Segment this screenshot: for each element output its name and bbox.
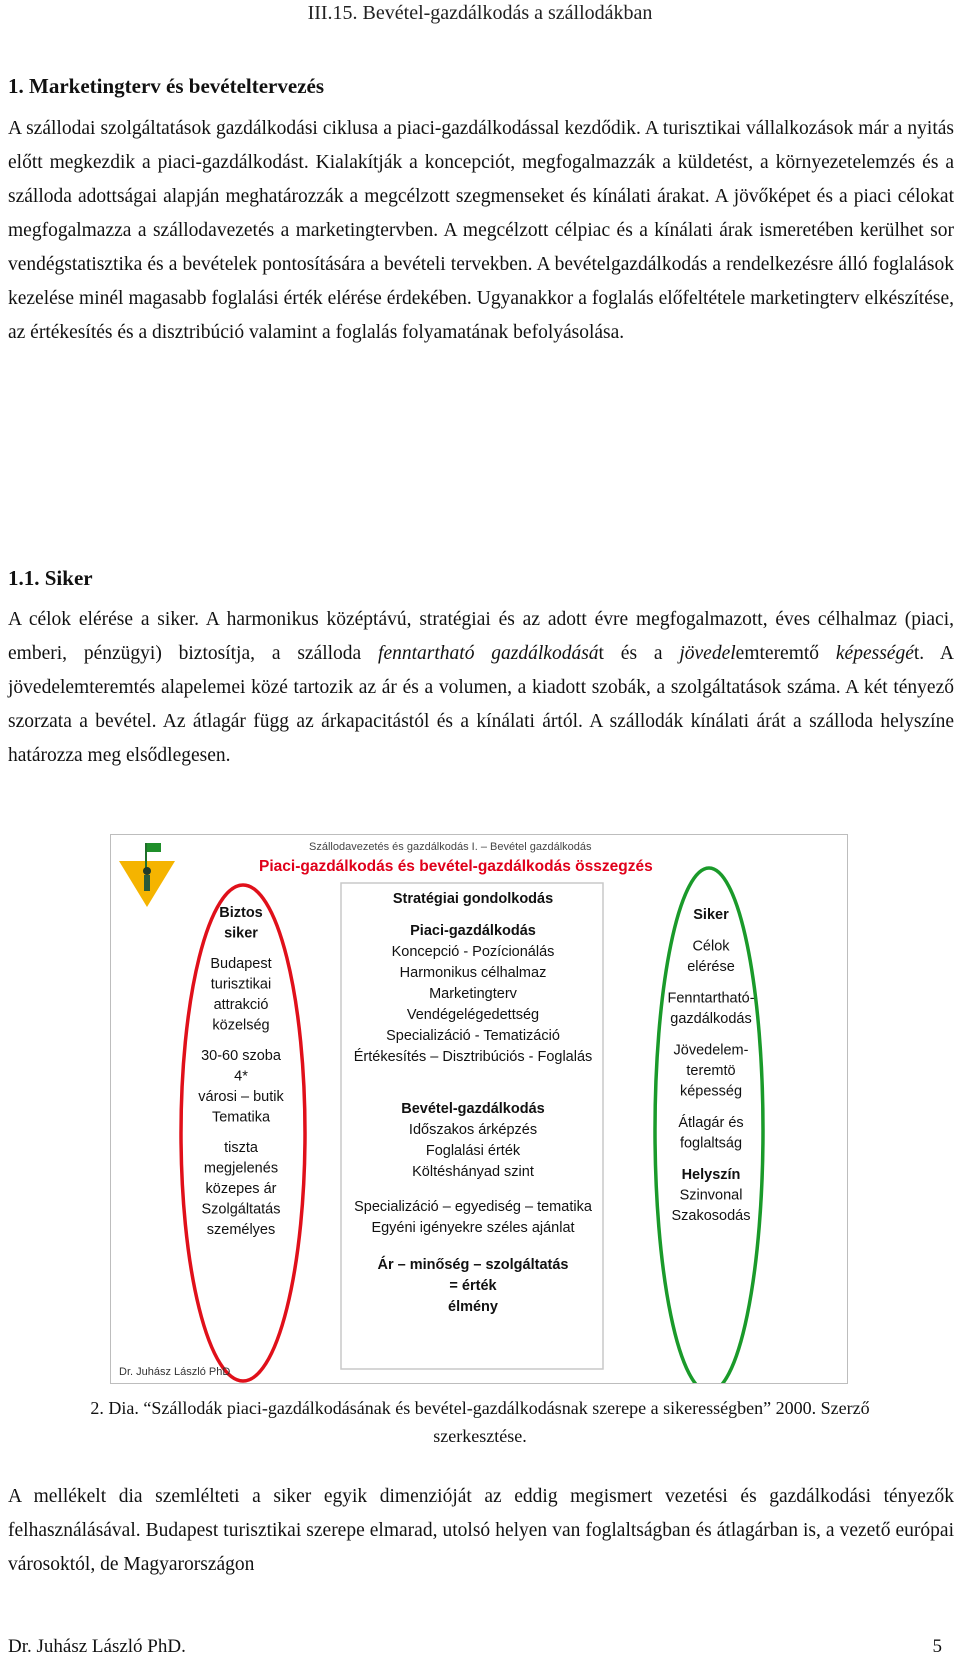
center-block4-item: élmény — [448, 1299, 498, 1315]
left-item: személyes — [206, 1222, 276, 1238]
left-item: siker — [224, 925, 258, 942]
paragraph-siker: A célok elérése a siker. A harmonikus középtávú, stratégiai és az adott évre megfogalmazott, éves célhalmaz (piaci, emberi, pénzügyi) biztosítja, a szálloda fenntartható gazdálkodását és a jövedelemteremtő képességét. A jövedelemteremtés alapelemei közé tartozik az ár és a volumen, a kiadott szobák, a szolgáltatások száma. A két tényező szorzata a bevétel. Az átlagár függ az árkapacitástól és a kínálati ártól. A szállodák kínálati árát a szálloda helyszíne határozza meg elsődlegesen. — [8, 609, 954, 766]
left-item: 4* — [234, 1068, 248, 1085]
center-block1-item: Értékesítés – Disztribúciós - Foglalás — [353, 1049, 593, 1065]
center-block1-item: Koncepció - Pozícionálás — [391, 944, 555, 960]
paragraph-dia: A mellékelt dia szemlélteti a siker egyik dimenzióját az eddig megismert vezetési és gazdálkodási tényezők felhasználásával. Budapest turisztikai szerepe elmarad, utolsó helyen van foglaltságban és átlagárban is, a vezető európai városoktól, de Magyarországon — [8, 1486, 954, 1575]
running-header: III.15. Bevétel-gazdálkodás a szállodákban — [307, 2, 653, 24]
footer-author: Dr. Juhász László PhD. — [8, 1636, 186, 1657]
left-item: turisztikai — [210, 976, 272, 993]
paragraph-marketing: A szállodai szolgáltatások gazdálkodási ciklusa a piaci-gazdálkodással kezdődik. A turisztikai vállalkozások már a nyitás előtt megkezdik a piaci-gazdálkodást. Kialakítják a koncepciót, megfogalmazzák a küldetést, a környezetelemzés és a szálloda adottságai alapján meghatározzák a megcélzott szegmenseket és kínálati árakat. A jövőképet és a piaci célokat megfogalmazza a szállodavezetés a marketingtervben. A megcélzott célpiac és a kínálati árak ismeretében kerülhet sor vendégstatisztika és a bevételek pontosítására a bevételi tervekben. A bevételgazdálkodás a rendelkezésre álló foglalások kezelése minél magasabb foglalási érték elérése érdekében. Ugyanakkor a foglalás előfeltétele marketingterv elkészítése, az értékesítés és a disztribúció valamint a foglalás folyamatának befolyásolása. — [8, 118, 954, 343]
hotel-logo-icon — [119, 843, 175, 907]
page-number: 5 — [932, 1636, 942, 1657]
right-item: képesség — [679, 1083, 743, 1100]
right-item: gazdálkodás — [670, 1011, 752, 1027]
left-item: városi – butik — [198, 1089, 284, 1105]
right-item: elérése — [687, 959, 735, 975]
slide-title: Piaci-gazdálkodás és bevétel-gazdálkodás összegzés — [259, 858, 653, 875]
right-item: Szinvonal — [679, 1187, 743, 1204]
left-item: közelség — [212, 1017, 270, 1034]
left-item: Szolgáltatás — [201, 1201, 281, 1218]
center-block1-item: Vendégelégedettség — [406, 1007, 540, 1023]
right-item: Szakosodás — [671, 1208, 751, 1224]
center-block2-item: Időszakos árképzés — [408, 1122, 538, 1138]
section-heading-siker: 1.1. Siker — [8, 566, 93, 590]
slide-figure — [110, 834, 848, 1384]
right-item: Siker — [693, 907, 729, 923]
left-item: Budapest — [210, 956, 272, 972]
center-block3-item: Specializáció – egyediség – tematika — [354, 1199, 592, 1215]
center-block2-title: Bevétel-gazdálkodás — [401, 1101, 545, 1117]
right-item: teremtö — [686, 1063, 736, 1079]
center-block1-title: Piaci-gazdálkodás — [410, 923, 536, 939]
left-item: Tematika — [211, 1109, 271, 1126]
center-block1-item: Marketingterv — [429, 986, 517, 1002]
center-block2-item: Költéshányad szint — [412, 1164, 534, 1180]
center-block1-item: Harmonikus célhalmaz — [399, 965, 547, 981]
right-column — [667, 907, 754, 1224]
center-block3-item: Egyéni igényekre széles ajánlat — [371, 1220, 575, 1236]
center-block2-item: Foglalási érték — [425, 1143, 521, 1159]
center-heading: Stratégiai gondolkodás — [392, 891, 554, 907]
left-item: megjelenés — [203, 1160, 279, 1177]
left-item: tiszta — [224, 1140, 258, 1156]
left-item: közepes ár — [205, 1181, 277, 1197]
right-item: foglaltság — [679, 1135, 743, 1152]
figure-caption: 2. Dia. “Szállodák piaci-gazdálkodásának és bevétel-gazdálkodásnak szerepe a sikerességben” 2000. Szerző szerkesztése. — [90, 1398, 870, 1446]
center-block1-item: Specializáció - Tematizáció — [386, 1028, 560, 1044]
right-item: Fenntartható- — [667, 990, 755, 1007]
right-item: Jövedelem- — [673, 1042, 749, 1059]
center-block4-item: = érték — [449, 1278, 497, 1294]
section-heading-1: 1. Marketingterv és bevételtervezés — [8, 74, 325, 98]
right-item: Átlagár és — [678, 1115, 744, 1131]
slide-diagram — [111, 835, 847, 1383]
left-item: attrakció — [213, 997, 269, 1013]
right-item: Helyszín — [681, 1167, 741, 1183]
left-item: Biztos — [219, 905, 263, 921]
slide-top-label: Szállodavezetés és gazdálkodás I. – Bevétel gazdálkodás — [309, 841, 592, 853]
left-column — [198, 905, 284, 1238]
center-column — [354, 891, 593, 1315]
right-item: Célok — [692, 938, 730, 955]
slide-author: Dr. Juhász László PhD — [119, 1366, 231, 1378]
left-item: 30-60 szoba — [201, 1048, 281, 1064]
center-block4-item: Ár – minőség – szolgáltatás — [377, 1257, 569, 1273]
